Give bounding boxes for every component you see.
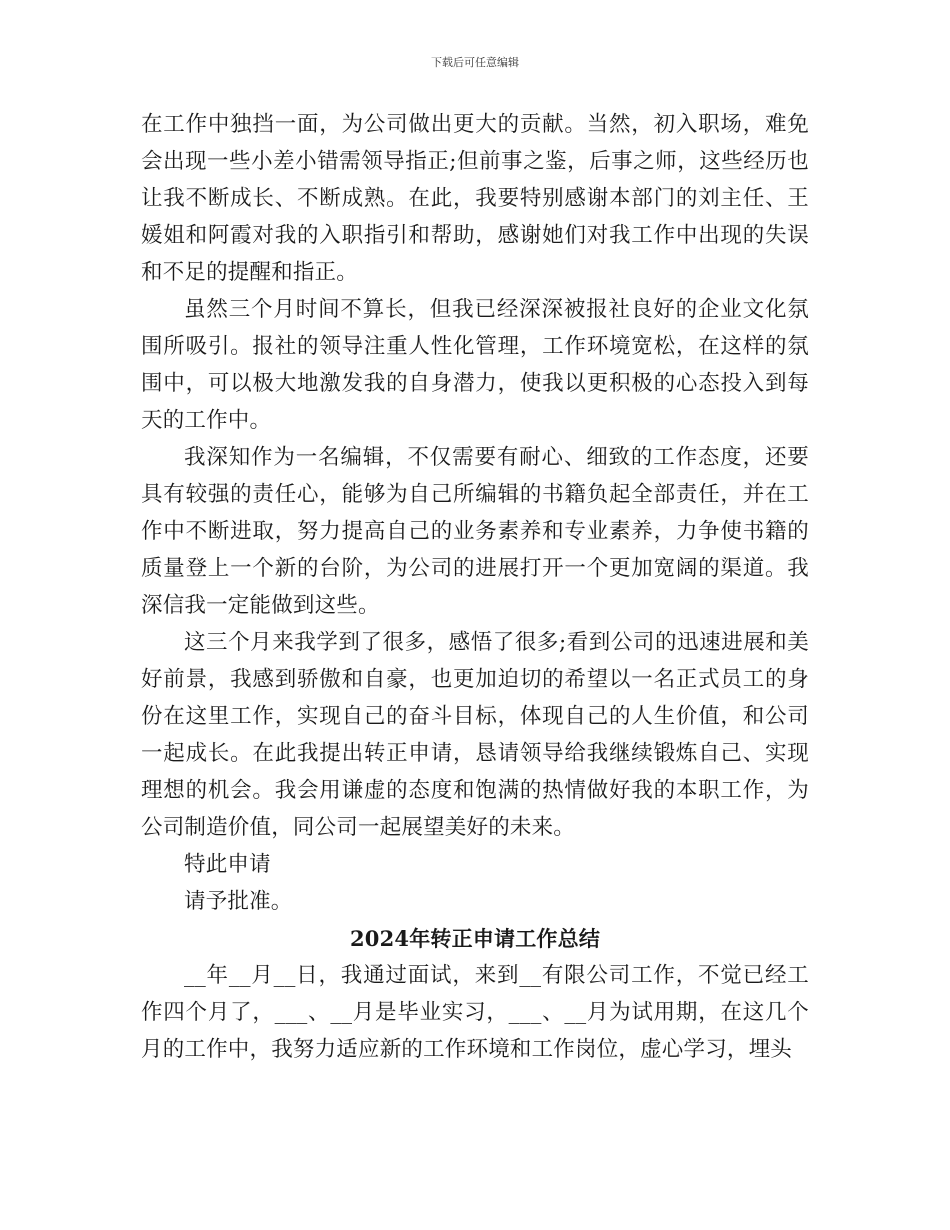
closing-line-2: 请予批准。 (184, 889, 293, 914)
section-paragraph: __年__月__日，我通过面试，来到__有限公司工作，不觉已经工作四个月了，___、__月是毕业实习，___、__月为试用期，在这几个月的工作中，我努力适应新的工作环境和工作岗位，虚心学习，埋头 (141, 963, 809, 1062)
paragraph-4: 这三个月来我学到了很多，感悟了很多;看到公司的迅速进展和美好前景，我感到骄傲和自豪，也更加迫切的希望以一名正式员工的身份在这里工作，实现自己的奋斗目标，体现自己的人生价值，和公司一起成长。在此我提出转正申请，恳请领导给我继续锻炼自己、实现理想的机会。我会用谦虚的态度和饱满的热情做好我的本职工作，为公司制造价值，同公司一起展望美好的未来。 (141, 630, 809, 840)
paragraph-1: 在工作中独挡一面，为公司做出更大的贡献。当然，初入职场，难免会出现一些小差小错需领导指正;但前事之鉴，后事之师，这些经历也让我不断成长、不断成熟。在此，我要特别感谢本部门的刘主任、王媛姐和阿霞对我的入职指引和帮助，感谢她们对我工作中出现的失误和不足的提醒和指正。 (141, 112, 809, 285)
paragraph-2: 虽然三个月时间不算长，但我已经深深被报社良好的企业文化氛围所吸引。报社的领导注重人性化管理，工作环境宽松，在这样的氛围中，可以极大地激发我的自身潜力，使我以更积极的心态投入到每天的工作中。 (141, 297, 809, 433)
document-body (141, 106, 809, 1068)
page-header: 下载后可任意编辑 (431, 56, 519, 69)
section-title: 2024年转正申请工作总结 (349, 926, 601, 951)
paragraph-3: 我深知作为一名编辑，不仅需要有耐心、细致的工作态度，还要具有较强的责任心，能够为自己所编辑的书籍负起全部责任，并在工作中不断进取，努力提高自己的业务素养和专业素养，力争使书籍的质量登上一个新的台阶，为公司的进展打开一个更加宽阔的渠道。我深信我一定能做到这些。 (141, 445, 809, 618)
closing-line-1: 特此申请 (184, 852, 271, 877)
